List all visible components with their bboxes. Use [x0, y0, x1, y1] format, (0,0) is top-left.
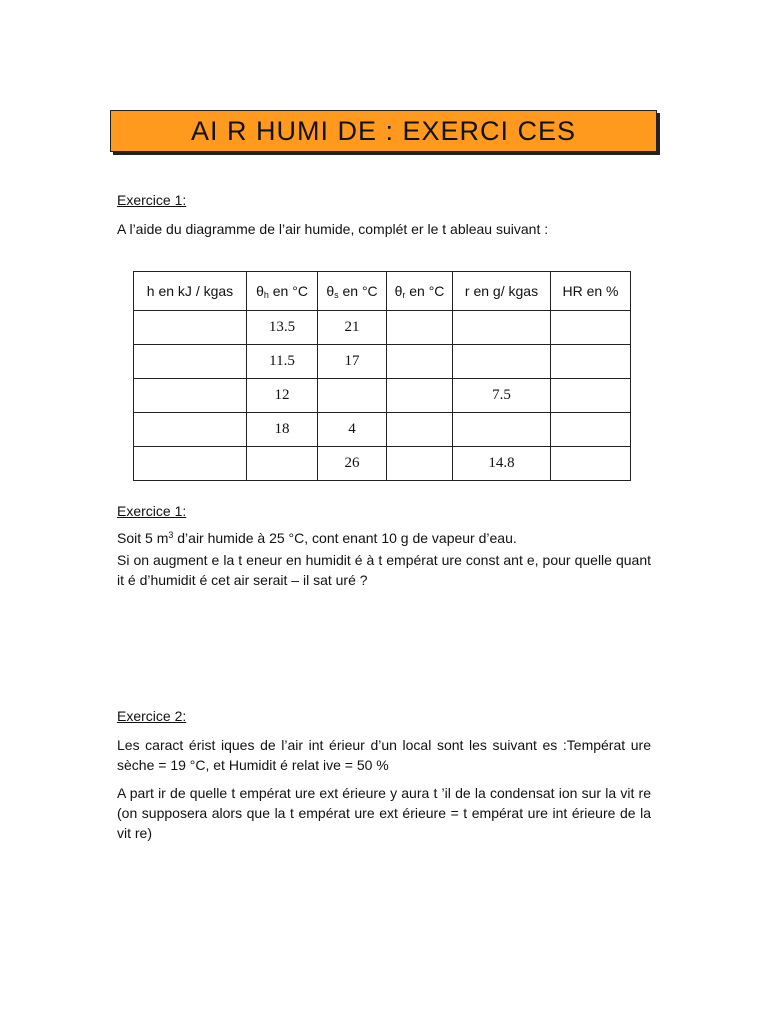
table-cell [453, 311, 551, 345]
exercise-1b-line-1: Soit 5 $m^3$ d’air humide à 25 °C, cont enant 10 g de vapeur d’eau. [117, 530, 517, 546]
table-cell [387, 379, 453, 413]
table-cell [387, 413, 453, 447]
psychrometric-table [133, 271, 631, 481]
table-row [134, 447, 631, 481]
table-cell: 11.5 [247, 345, 318, 379]
table-row [134, 311, 631, 345]
table-cell [551, 447, 631, 481]
table-cell: 21 [318, 311, 387, 345]
table-cell: 17 [318, 345, 387, 379]
title-banner [110, 110, 657, 152]
table-cell [551, 345, 631, 379]
header-theta-s: $\theta_s$ en °C [318, 272, 387, 311]
table-cell [551, 311, 631, 345]
table-cell [134, 413, 247, 447]
table-cell [318, 379, 387, 413]
table-cell [551, 413, 631, 447]
table-cell [453, 413, 551, 447]
header-humidity-ratio: r en g/ kgas [453, 272, 551, 311]
table-cell [387, 345, 453, 379]
table-header-row [134, 272, 631, 311]
table-cell: 12 [247, 379, 318, 413]
table-cell: 4 [318, 413, 387, 447]
table-cell [134, 311, 247, 345]
table-cell [387, 447, 453, 481]
table-cell: 18 [247, 413, 318, 447]
exercise-2-question: A part ir de quelle t empérat ure ext érieure y aura t ’il de la condensat ion sur la vit re (on supposera alors que la t empérat ure ext érieure = t empérat ure int érieure de la vit re) [117, 785, 651, 841]
exercise-1-heading: Exercice 1: [117, 192, 187, 208]
table-row [134, 413, 631, 447]
table-row [134, 379, 631, 413]
header-relative-humidity: HR en % [551, 272, 631, 311]
table-cell [134, 379, 247, 413]
page-title: AI R HUMI DE : EXERCI CES [190, 115, 577, 146]
table-cell [453, 345, 551, 379]
table-cell [134, 447, 247, 481]
table-cell: 26 [318, 447, 387, 481]
exercise-1-instruction: A l’aide du diagramme de l’air humide, complét er le t ableau suivant : [117, 221, 549, 237]
table-cell [134, 345, 247, 379]
table-cell: 13.5 [247, 311, 318, 345]
table-row [134, 345, 631, 379]
table-cell [247, 447, 318, 481]
exercise-2-heading: Exercice 2: [117, 708, 187, 724]
header-enthalpy: h en kJ / kgas [134, 272, 247, 311]
table-cell [387, 311, 453, 345]
header-theta-r: $\theta_r$ en °C [387, 272, 453, 311]
table-cell: 14.8 [453, 447, 551, 481]
header-theta-h: $\theta_h$ en °C [247, 272, 318, 311]
table-cell [551, 379, 631, 413]
exercise-1b-heading: Exercice 1: [117, 503, 187, 519]
exercise-2-conditions: Les caract érist iques de l’air int érieur d’un local sont les suivant es :Températ ure sèche = 19 °C, et Humidit é relat ive = 50 % [117, 737, 651, 773]
table-cell: 7.5 [453, 379, 551, 413]
exercise-1b-question: Si on augment e la t eneur en humidit é à t empérat ure const ant e, pour quelle quant it é d’humidit é cet air serait – il sat uré ? [117, 552, 651, 588]
